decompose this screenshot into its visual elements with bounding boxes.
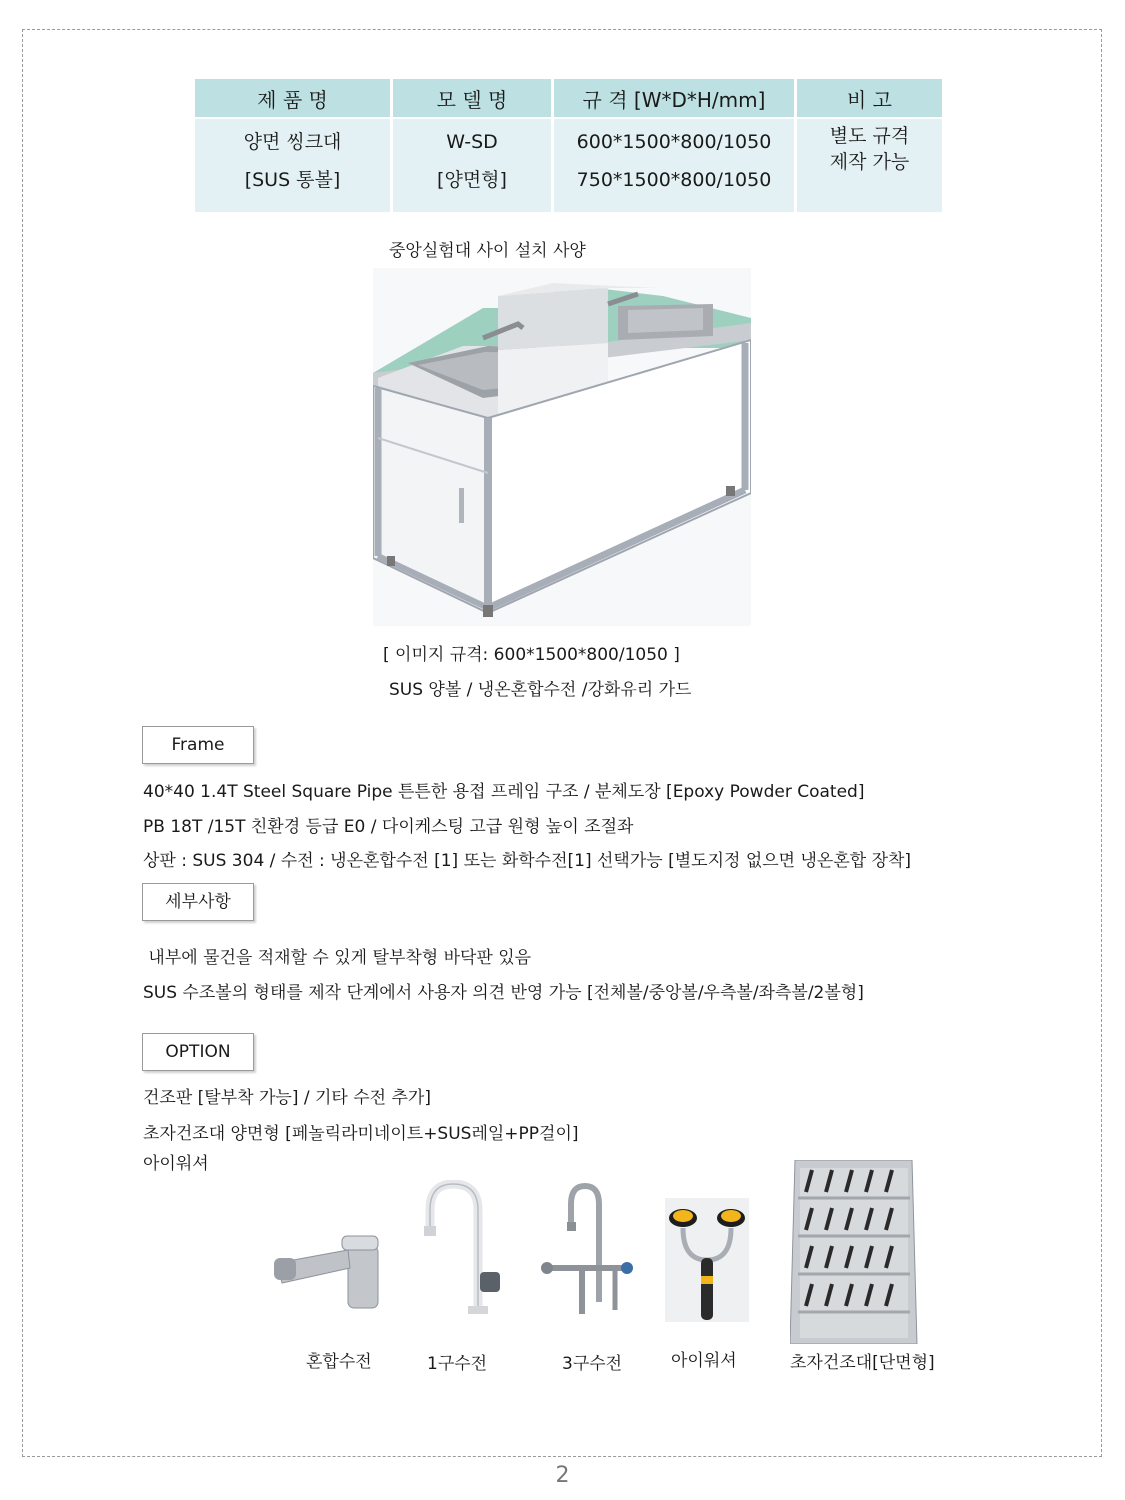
drying-rack-icon: [790, 1160, 920, 1344]
eyewash-icon: [665, 1198, 749, 1322]
main-image-caption-top: 중앙실험대 사이 설치 사양: [389, 241, 586, 261]
frame-line-3: 상판 : SUS 304 / 수전 : 냉온혼합수전 [1] 또는 화학수전[1] 선택가능 [별도지정 없으면 냉온혼합 장착]: [143, 851, 912, 871]
option-line-3: 아이워셔: [143, 1154, 209, 1174]
triple-faucet-icon: [537, 1182, 633, 1326]
cell-model-name: W-SD [양면형]: [393, 119, 551, 212]
header-spec: 규 격 [W*D*H/mm]: [554, 79, 794, 117]
details-line-2: SUS 수조볼의 형태를 제작 단계에서 사용자 의견 반영 가능 [전체볼/중앙볼/우측볼/좌측볼/2볼형]: [143, 983, 864, 1003]
table-header-row: [195, 79, 942, 117]
option-label-drying-rack: 초자건조대[단면형]: [790, 1353, 935, 1373]
option-label-mixing-faucet: 혼합수전: [306, 1352, 372, 1372]
cell-spec: 600*1500*800/1050 750*1500*800/1050: [554, 119, 794, 212]
option-label-single-faucet: 1구수전: [427, 1354, 488, 1374]
sink-cabinet-image: [373, 268, 751, 626]
spec-table: [192, 77, 945, 214]
option-section-title: OPTION: [142, 1033, 254, 1071]
frame-line-1: 40*40 1.4T Steel Square Pipe 튼튼한 용접 프레임 구조 / 분체도장 [Epoxy Powder Coated]: [143, 782, 865, 802]
option-label-eyewash: 아이워셔: [671, 1351, 737, 1371]
option-line-2: 초자건조대 양면형 [페놀릭라미네이트+SUS레일+PP걸이]: [143, 1124, 579, 1144]
main-image-caption-spec: [ 이미지 규격: 600*1500*800/1050 ]: [383, 645, 680, 665]
cell-note: 별도 규격 제작 가능: [797, 119, 942, 212]
header-product-name: 제 품 명: [195, 79, 390, 117]
option-label-triple-faucet: 3구수전: [562, 1354, 623, 1374]
details-section-title: 세부사항: [142, 883, 254, 921]
table-row: [195, 119, 942, 212]
header-model-name: 모 델 명: [393, 79, 551, 117]
frame-line-2: PB 18T /15T 친환경 등급 E0 / 다이케스팅 고급 원형 높이 조절좌: [143, 817, 634, 837]
cell-product-name: 양면 씽크대 [SUS 통볼]: [195, 119, 390, 212]
single-faucet-icon: [418, 1180, 500, 1316]
option-line-1: 건조판 [탈부착 가능] / 기타 수전 추가]: [143, 1088, 431, 1108]
page-number: 2: [555, 1463, 570, 1488]
frame-section-title: Frame: [142, 726, 254, 764]
mixing-faucet-icon: [272, 1228, 388, 1313]
main-image-caption-desc: SUS 양볼 / 냉온혼합수전 /강화유리 가드: [389, 680, 692, 700]
details-line-1: 내부에 물건을 적재할 수 있게 탈부착형 바닥판 있음: [143, 948, 532, 968]
header-note: 비 고: [797, 79, 942, 117]
